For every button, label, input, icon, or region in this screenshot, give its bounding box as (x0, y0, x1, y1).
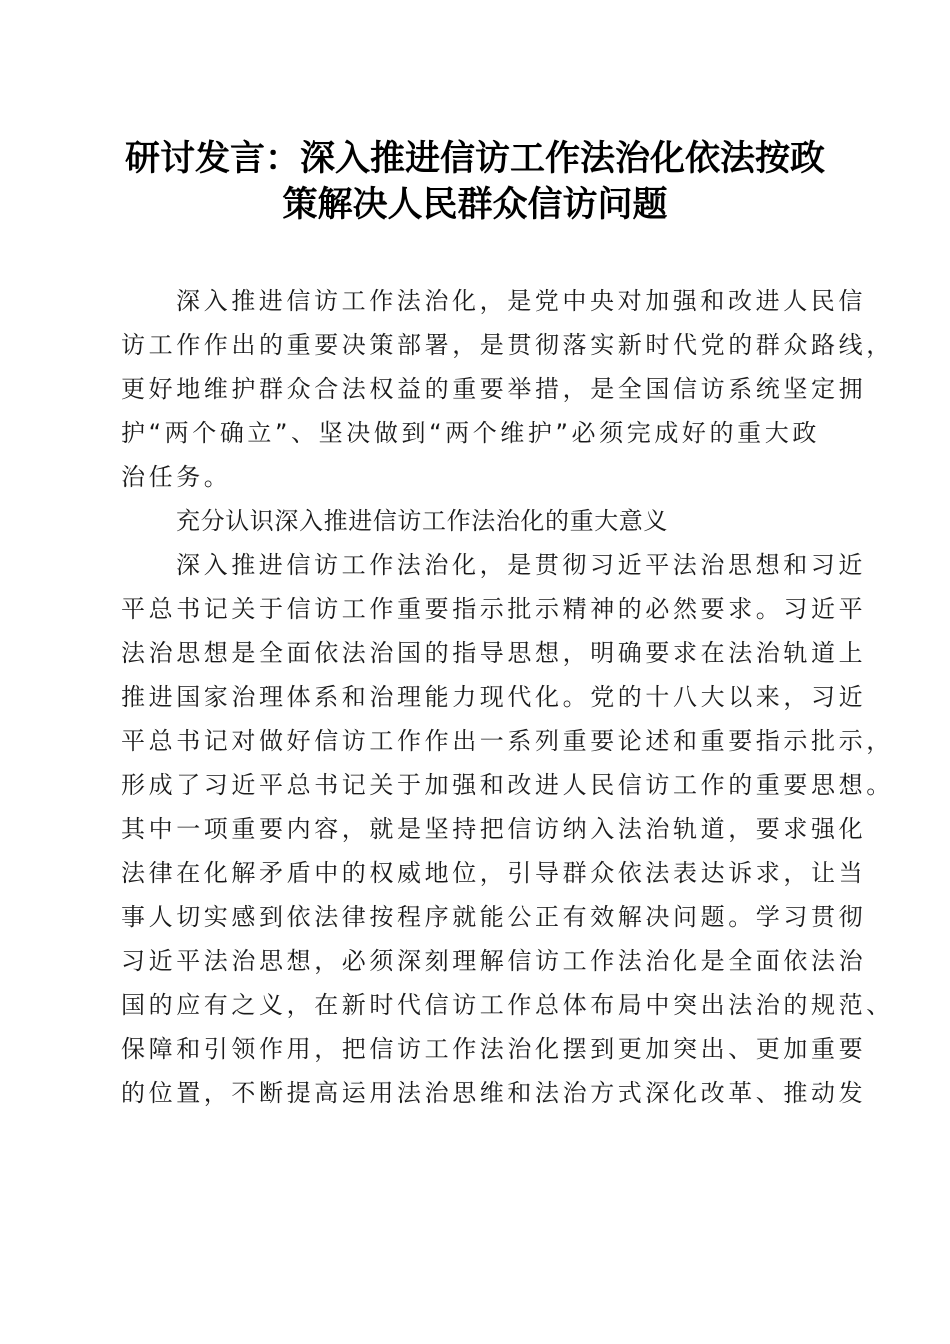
text-line: 更好地维护群众合法权益的重要举措，是全国信访系统坚定拥 (121, 375, 867, 403)
text-line: 保障和引领作用，把信访工作法治化摆到更加突出、更加重要 (121, 1035, 867, 1063)
document-title (100, 136, 850, 228)
text-line: 的位置，不断提高运用法治思维和法治方式深化改革、推动发 (121, 1079, 867, 1107)
paragraph-significance (121, 543, 894, 1115)
text-line: 访工作作出的重要决策部署，是贯彻落实新时代党的群众路线， (121, 331, 894, 359)
paragraph-intro (121, 279, 894, 499)
section-heading: 充分认识深入推进信访工作法治化的重大意义 (176, 507, 668, 535)
text-line: 治任务。 (121, 463, 232, 491)
text-line: 深入推进信访工作法治化，是贯彻习近平法治思想和习近 (176, 551, 866, 579)
title-line: 研讨发言：深入推进信访工作法治化依法按政 (124, 138, 825, 179)
text-line: 深入推进信访工作法治化，是党中央对加强和改进人民信 (176, 287, 866, 315)
text-line: 法律在化解矛盾中的权威地位，引导群众依法表达诉求，让当 (121, 859, 867, 887)
text-line: 平总书记关于信访工作重要指示批示精神的必然要求。习近平 (121, 595, 867, 623)
text-line: 形成了习近平总书记关于加强和改进人民信访工作的重要思想。 (121, 771, 894, 799)
text-line: 事人切实感到依法律按程序就能公正有效解决问题。学习贯彻 (121, 903, 867, 931)
title-line: 策解决人民群众信访问题 (282, 184, 668, 225)
text-line: 法治思想是全面依法治国的指导思想，明确要求在法治轨道上 (121, 639, 867, 667)
document-body (121, 279, 894, 1115)
text-line: 习近平法治思想，必须深刻理解信访工作法治化是全面依法治 (121, 947, 867, 975)
text-line: 推进国家治理体系和治理能力现代化。党的十八大以来，习近 (121, 683, 867, 711)
text-line: 国的应有之义，在新时代信访工作总体布局中突出法治的规范、 (121, 991, 894, 1019)
text-line: 其中一项重要内容，就是坚持把信访纳入法治轨道，要求强化 (121, 815, 867, 843)
text-line: 平总书记对做好信访工作作出一系列重要论述和重要指示批示， (121, 727, 894, 755)
text-line: 护“两个确立”、坚决做到“两个维护”必须完成好的重大政 (121, 419, 820, 447)
